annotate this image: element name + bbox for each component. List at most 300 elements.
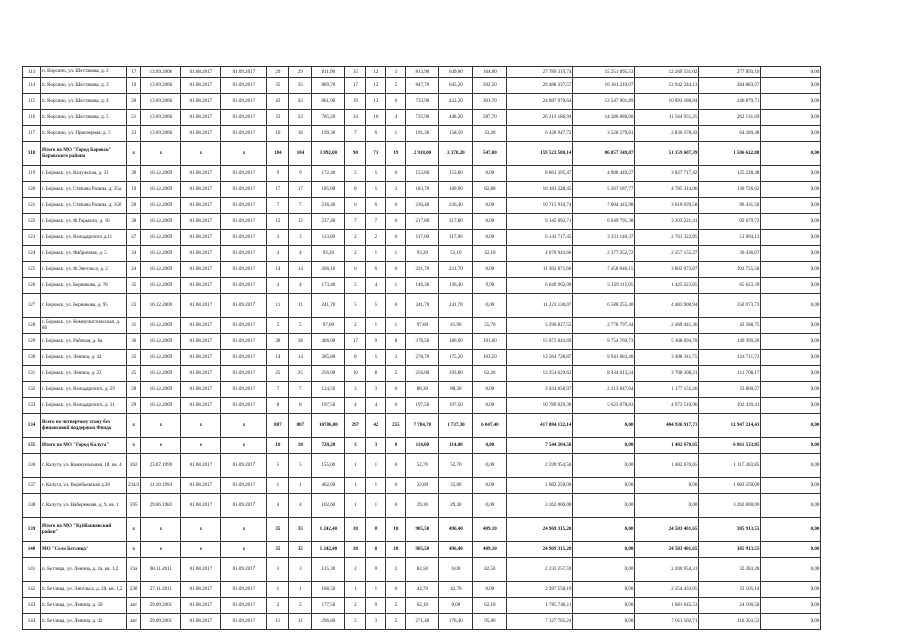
table-cell: 2 bbox=[366, 230, 386, 246]
table-cell: 217,80 bbox=[406, 214, 439, 230]
table-cell: 29.09.2001 bbox=[141, 614, 181, 630]
table-cell: 6 047,40 bbox=[473, 414, 507, 438]
table-cell: 38 bbox=[127, 214, 141, 230]
table-cell: 1 117 283,85 bbox=[699, 454, 761, 478]
table-row bbox=[23, 318, 821, 334]
table-cell: 9 bbox=[366, 334, 386, 350]
table-cell: 16 bbox=[289, 126, 312, 142]
table-cell: 0,00 bbox=[761, 126, 821, 142]
table-cell: 01.08.2017 bbox=[181, 94, 221, 110]
table-cell: 255 bbox=[386, 414, 406, 438]
table-cell: 38 bbox=[267, 334, 289, 350]
table-cell: 125 228,48 bbox=[699, 166, 761, 182]
table-cell: 0,00 bbox=[473, 582, 507, 598]
table-cell: 01.09.2017 bbox=[221, 614, 267, 630]
table-cell: 0 bbox=[386, 198, 406, 214]
table-cell: 1 737,30 bbox=[439, 414, 473, 438]
table-cell: 5 bbox=[345, 278, 366, 294]
table-cell: 13.09.2006 bbox=[141, 67, 181, 78]
table-cell: 5 623 078,83 bbox=[573, 398, 635, 414]
table-cell: 811,90 bbox=[312, 67, 345, 78]
table-cell: 26 213 186,94 bbox=[507, 110, 573, 126]
table-cell: 125,30 bbox=[312, 558, 345, 582]
table-cell: x bbox=[127, 438, 141, 454]
table-cell: 51 094,13 bbox=[699, 230, 761, 246]
table-cell: 11.10.1994 bbox=[141, 478, 181, 494]
table-cell: 01.09.2017 bbox=[221, 598, 267, 614]
table-cell: 95,00 bbox=[473, 614, 507, 630]
table-cell: 01.09.2017 bbox=[221, 318, 267, 334]
address-cell: п. Бетлица, ул. Ленина, д. 50 bbox=[41, 598, 127, 614]
table-cell: 113,00 bbox=[312, 230, 345, 246]
table-row bbox=[23, 214, 821, 230]
table-cell: 409,10 bbox=[473, 542, 507, 558]
table-cell: 01.09.2017 bbox=[221, 166, 267, 182]
table-cell: 01.08.2017 bbox=[181, 78, 221, 94]
address-cell: п. Ворсино, ул. Шестакова, д. 5 bbox=[41, 110, 127, 126]
table-cell: 42,70 bbox=[406, 582, 439, 598]
table-cell: 65 623,39 bbox=[699, 278, 761, 294]
table-cell: 1 425 223,65 bbox=[635, 278, 699, 294]
table-cell: 24 583 401,65 bbox=[635, 518, 699, 542]
table-cell: 6 428 947,72 bbox=[507, 126, 573, 142]
table-cell: 1 bbox=[289, 582, 312, 598]
table-cell: 01.09.2017 bbox=[221, 230, 267, 246]
table-cell: 6 049 791,38 bbox=[573, 214, 635, 230]
table-cell: 9 bbox=[289, 166, 312, 182]
table-cell: 13 bbox=[366, 94, 386, 110]
table-cell: 4 908 449,27 bbox=[573, 166, 635, 182]
table-cell: 4 bbox=[289, 278, 312, 294]
table-cell: 5 bbox=[267, 318, 289, 334]
table-cell: 10 183 228,45 bbox=[507, 182, 573, 198]
table-cell: 7 004 445,98 bbox=[573, 198, 635, 214]
address-cell: Итого по МО "Город Калуга" bbox=[41, 438, 127, 454]
table-cell: 9 bbox=[267, 166, 289, 182]
table-cell: 168,50 bbox=[312, 582, 345, 598]
table-cell: 0,00 bbox=[761, 110, 821, 126]
table-cell: 7 bbox=[289, 198, 312, 214]
table-cell: 2 377 352,72 bbox=[573, 246, 635, 262]
table-cell: 0,00 bbox=[473, 494, 507, 518]
table-cell: 0,00 bbox=[473, 398, 507, 414]
address-cell: Всего по четвертому этапу без финансовой поддержки Фонда bbox=[41, 414, 127, 438]
table-cell: 9 941 683,40 bbox=[573, 350, 635, 366]
address-cell: г. Боровск, ул. Фабричная, д. 5 bbox=[41, 246, 127, 262]
table-cell: 5 bbox=[366, 166, 386, 182]
table-cell: 82,50 bbox=[406, 558, 439, 582]
table-cell: 287,70 bbox=[473, 110, 507, 126]
table-cell: 0,00 bbox=[761, 230, 821, 246]
table-cell: 0,00 bbox=[761, 382, 821, 398]
table-cell: 62,10 bbox=[473, 598, 507, 614]
table-cell: 0,00 bbox=[761, 334, 821, 350]
table-cell: 29,30 bbox=[406, 494, 439, 518]
table-cell: 547,80 bbox=[473, 142, 507, 166]
table-cell: 11 bbox=[289, 614, 312, 630]
table-cell: 869,70 bbox=[312, 78, 345, 94]
table-cell: 197,50 bbox=[312, 398, 345, 414]
table-cell: x bbox=[221, 518, 267, 542]
table-cell: 0 bbox=[386, 230, 406, 246]
table-cell: 10.12.2009 bbox=[141, 198, 181, 214]
table-cell: 0,00 bbox=[761, 438, 821, 454]
table-cell: 10 bbox=[386, 542, 406, 558]
table-cell: 88,30 bbox=[439, 382, 473, 398]
table-row bbox=[23, 334, 821, 350]
table-cell: 10 789 029,30 bbox=[507, 398, 573, 414]
table-cell: 12 bbox=[366, 67, 386, 78]
table-cell: 01.09.2017 bbox=[221, 126, 267, 142]
table-cell: 10786,00 bbox=[312, 414, 345, 438]
table-cell: 01.08.2017 bbox=[181, 454, 221, 478]
table-cell: 01.08.2017 bbox=[181, 614, 221, 630]
table-cell: 236,40 bbox=[439, 198, 473, 214]
table-cell: 0,00 bbox=[761, 398, 821, 414]
table-cell: 0,00 bbox=[635, 478, 699, 494]
table-cell: 0 bbox=[386, 494, 406, 518]
table-cell: 33 860,27 bbox=[699, 382, 761, 398]
table-cell: 6 bbox=[345, 198, 366, 214]
table-cell: 13 547 901,89 bbox=[573, 94, 635, 110]
table-cell: 0,00 bbox=[761, 494, 821, 518]
table-cell: 01.09.2017 bbox=[221, 478, 267, 494]
row-number-cell: 119 bbox=[23, 166, 41, 182]
table-cell: 10 bbox=[386, 518, 406, 542]
housing-register-table bbox=[22, 66, 821, 630]
table-cell: 3 bbox=[289, 230, 312, 246]
table-row bbox=[23, 454, 821, 478]
table-cell: 404 936 917,71 bbox=[635, 414, 699, 438]
table-cell: 146,30 bbox=[406, 278, 439, 294]
table-cell: 406,00 bbox=[312, 334, 345, 350]
table-cell: 0,00 bbox=[573, 494, 635, 518]
table-row bbox=[23, 518, 821, 542]
table-cell: 38 bbox=[289, 334, 312, 350]
table-cell: 735,90 bbox=[406, 110, 439, 126]
table-cell: 6 bbox=[366, 262, 386, 278]
table-cell: 01.08.2017 bbox=[181, 582, 221, 598]
table-cell: 24 bbox=[127, 262, 141, 278]
table-cell: 0 bbox=[386, 382, 406, 398]
row-number-cell: 131 bbox=[23, 366, 41, 382]
table-cell: 01.09.2017 bbox=[221, 334, 267, 350]
table-cell: 10.12.2009 bbox=[141, 366, 181, 382]
row-number-cell: 128 bbox=[23, 318, 41, 334]
table-cell: 24 583 401,65 bbox=[635, 542, 699, 558]
table-cell: 191,30 bbox=[406, 126, 439, 142]
table-cell: 462,60 bbox=[312, 478, 345, 494]
table-cell: x bbox=[127, 142, 141, 166]
table-cell: 17 bbox=[127, 67, 141, 78]
table-cell: 2 257 155,27 bbox=[635, 246, 699, 262]
table-cell: 10.12.2009 bbox=[141, 182, 181, 198]
table-cell: 15 251 095,53 bbox=[573, 67, 635, 78]
table-cell: 5 267 187,77 bbox=[573, 182, 635, 198]
table-row bbox=[23, 414, 821, 438]
table-cell: 4 bbox=[366, 278, 386, 294]
table-cell: 3 610 039,58 bbox=[635, 198, 699, 214]
table-cell: 52,70 bbox=[439, 454, 473, 478]
table-cell: 0,00 bbox=[761, 598, 821, 614]
table-cell: 111 708,17 bbox=[699, 366, 761, 382]
table-cell: 01.08.2017 bbox=[181, 318, 221, 334]
table-cell: 5 bbox=[267, 454, 289, 478]
table-cell: 296,80 bbox=[312, 614, 345, 630]
table-cell: 0 bbox=[386, 454, 406, 478]
table-cell: 01.09.2017 bbox=[221, 398, 267, 414]
table-cell: 2 bbox=[345, 318, 366, 334]
table-cell: 5 bbox=[345, 614, 366, 630]
table-cell: 01.08.2017 bbox=[181, 398, 221, 414]
table-cell: 01.09.2017 bbox=[221, 198, 267, 214]
table-cell: 0,00 bbox=[473, 166, 507, 182]
table-cell: 1 682 250,00 bbox=[699, 478, 761, 494]
table-cell: 28 bbox=[127, 382, 141, 398]
table-cell: 01.08.2017 bbox=[181, 478, 221, 494]
table-cell: 1 482 670,65 bbox=[635, 454, 699, 478]
table-row bbox=[23, 598, 821, 614]
table-cell: 0,00 bbox=[439, 598, 473, 614]
table-cell: 266,10 bbox=[312, 262, 345, 278]
row-number-cell: 124 bbox=[23, 246, 41, 262]
table-cell: 10 bbox=[366, 110, 386, 126]
row-number-cell: 140 bbox=[23, 542, 41, 558]
table-cell: 13.09.2006 bbox=[141, 78, 181, 94]
table-cell: 8 bbox=[366, 366, 386, 382]
table-cell: 1 bbox=[345, 478, 366, 494]
table-cell: 0,00 bbox=[761, 454, 821, 478]
table-cell: 7 bbox=[345, 214, 366, 230]
table-cell: 8 bbox=[366, 542, 386, 558]
table-cell: 2 287 558,19 bbox=[507, 582, 573, 598]
table-cell: 42 bbox=[366, 414, 386, 438]
table-cell: 19 bbox=[386, 142, 406, 166]
row-number-cell: 137 bbox=[23, 478, 41, 494]
table-cell: 0,00 bbox=[761, 294, 821, 318]
table-cell: x bbox=[141, 414, 181, 438]
table-cell: 16 161 210,07 bbox=[573, 78, 635, 94]
table-cell: 4 bbox=[386, 110, 406, 126]
table-cell: 4 670 943,66 bbox=[507, 246, 573, 262]
row-number-cell: 139 bbox=[23, 518, 41, 542]
address-cell: п. Ворсино, ул. Приозерная, д. 5 bbox=[41, 126, 127, 142]
table-cell: 0,00 bbox=[761, 478, 821, 494]
table-cell: 448,20 bbox=[439, 110, 473, 126]
table-cell: 649,90 bbox=[439, 67, 473, 78]
table-cell: 31 bbox=[127, 318, 141, 334]
table-cell: 8 bbox=[345, 350, 366, 366]
table-cell: x bbox=[221, 414, 267, 438]
table-cell: 0,00 bbox=[473, 454, 507, 478]
table-cell: 23 bbox=[127, 126, 141, 142]
table-cell: x bbox=[181, 518, 221, 542]
table-cell: 19 bbox=[127, 78, 141, 94]
table-cell: 01.08.2017 bbox=[181, 230, 221, 246]
table-cell: 0,00 bbox=[473, 198, 507, 214]
table-cell: 17 bbox=[267, 182, 289, 198]
table-cell: 29.06.1983 bbox=[141, 494, 181, 518]
row-number-cell: 123 bbox=[23, 230, 41, 246]
address-cell: г. Боровск, ул. Ленина, д. 42 bbox=[41, 350, 127, 366]
table-cell: 1 506 622,88 bbox=[699, 142, 761, 166]
table-cell: 183,70 bbox=[406, 182, 439, 198]
table-cell: 71 bbox=[366, 142, 386, 166]
table-cell: 7 bbox=[345, 126, 366, 142]
table-cell: 262 131,69 bbox=[699, 110, 761, 126]
table-cell: 1 681 645,53 bbox=[635, 598, 699, 614]
table-cell: 8 bbox=[366, 518, 386, 542]
table-cell: 0,00 bbox=[761, 94, 821, 110]
table-cell: 8 861 395,47 bbox=[507, 166, 573, 182]
address-cell: г. Боровск, ул. Ленина, д. 22 bbox=[41, 366, 127, 382]
table-cell: 4 483 900,94 bbox=[635, 294, 699, 318]
row-number-cell: 118 bbox=[23, 142, 41, 166]
table-cell: 246 879,71 bbox=[699, 94, 761, 110]
table-cell: 32,00 bbox=[439, 478, 473, 494]
table-cell: 10 bbox=[345, 366, 366, 382]
table-cell: 2 bbox=[386, 614, 406, 630]
table-cell: 32 283,28 bbox=[699, 558, 761, 582]
table-cell: 177,50 bbox=[312, 598, 345, 614]
table-cell: 7 127 705,24 bbox=[507, 614, 573, 630]
table-cell: 5 bbox=[345, 166, 366, 182]
table-cell: 18 bbox=[345, 518, 366, 542]
table-cell: 3 bbox=[366, 614, 386, 630]
table-row bbox=[23, 366, 821, 382]
table-cell: 3 528 279,81 bbox=[573, 126, 635, 142]
table-cell: 277 893,19 bbox=[699, 67, 761, 78]
table-row bbox=[23, 558, 821, 582]
table-cell: 9 754 769,73 bbox=[573, 334, 635, 350]
table-cell: 496,40 bbox=[439, 542, 473, 558]
table-cell: 0,00 bbox=[761, 318, 821, 334]
table-cell: 785,20 bbox=[312, 110, 345, 126]
table-cell: 192 439,41 bbox=[699, 398, 761, 414]
table-cell: 0,00 bbox=[573, 414, 635, 438]
table-cell: 01.09.2017 bbox=[221, 214, 267, 230]
table-cell: 905,50 bbox=[406, 542, 439, 558]
table-cell: 155,00 bbox=[312, 454, 345, 478]
table-cell: 27.11.2011 bbox=[141, 582, 181, 598]
table-cell: 0,00 bbox=[573, 454, 635, 478]
table-cell: 124,50 bbox=[312, 382, 345, 398]
table-cell: 01.08.2017 bbox=[181, 350, 221, 366]
table-cell: 6 bbox=[366, 126, 386, 142]
table-cell: 297 bbox=[345, 414, 366, 438]
table-cell: 6 bbox=[345, 262, 366, 278]
table-cell: 0 bbox=[366, 558, 386, 582]
table-cell: 0,00 bbox=[761, 78, 821, 94]
table-cell: 0,00 bbox=[761, 182, 821, 198]
table-cell: 10 893 188,84 bbox=[635, 94, 699, 110]
table-cell: 3 bbox=[267, 230, 289, 246]
table-cell: 6 649 962,09 bbox=[507, 278, 573, 294]
register-sheet bbox=[22, 66, 821, 630]
table-cell: 5 bbox=[366, 350, 386, 366]
address-cell: г. Боровск, ул. Степана Разина, д. 35а bbox=[41, 182, 127, 198]
table-cell: 01.09.2017 bbox=[221, 582, 267, 598]
table-cell: 13 564 728,87 bbox=[507, 350, 573, 366]
table-cell: 32 bbox=[127, 350, 141, 366]
table-cell: 13.09.2006 bbox=[141, 94, 181, 110]
table-cell: 88,30 bbox=[406, 382, 439, 398]
table-cell: 8 bbox=[289, 398, 312, 414]
table-cell: 0 bbox=[386, 582, 406, 598]
table-cell: 12 bbox=[366, 78, 386, 94]
table-cell: 4 785 314,06 bbox=[635, 182, 699, 198]
table-cell: 10.12.2009 bbox=[141, 166, 181, 182]
table-cell: 10.12.2009 bbox=[141, 382, 181, 398]
table-cell: 1 bbox=[386, 318, 406, 334]
table-cell: 278,70 bbox=[406, 350, 439, 366]
row-number-cell: 115 bbox=[23, 94, 41, 110]
row-number-cell: 130 bbox=[23, 350, 41, 366]
table-cell: 4 bbox=[267, 278, 289, 294]
table-row bbox=[23, 294, 821, 318]
table-cell: 301,70 bbox=[473, 94, 507, 110]
table-cell: 102 755,58 bbox=[699, 262, 761, 278]
table-cell: 01.08.2017 bbox=[181, 382, 221, 398]
table-cell: 8 bbox=[267, 398, 289, 414]
address-cell: г. Калуга, ул. Воробьевская д.26 bbox=[41, 478, 127, 494]
table-cell: 86 857 349,87 bbox=[573, 142, 635, 166]
row-number-cell: 125 bbox=[23, 262, 41, 278]
row-number-cell: 113 bbox=[23, 67, 41, 78]
address-cell: МО "Село Бетлица" bbox=[41, 542, 127, 558]
table-cell: 24 100,58 bbox=[699, 598, 761, 614]
table-cell: 10.12.2009 bbox=[141, 262, 181, 278]
table-cell: 23б bbox=[127, 582, 141, 598]
table-cell: 3 802 073,87 bbox=[635, 262, 699, 278]
table-cell: 10.12.2009 bbox=[141, 246, 181, 262]
table-cell: 2 778 797,44 bbox=[573, 318, 635, 334]
table-cell: 3 262 000,00 bbox=[507, 494, 573, 518]
table-cell: 0 bbox=[386, 166, 406, 182]
row-number-cell: 141 bbox=[23, 558, 41, 582]
table-cell: 0 bbox=[386, 478, 406, 494]
table-cell: 3 498 341,75 bbox=[635, 350, 699, 366]
table-cell: 14 bbox=[267, 262, 289, 278]
table-cell: 35 bbox=[289, 518, 312, 542]
table-cell: 0 bbox=[386, 262, 406, 278]
table-cell: 12 bbox=[289, 214, 312, 230]
table-cell: 0,00 bbox=[761, 614, 821, 630]
table-cell: 10 bbox=[267, 438, 289, 454]
table-cell: 5 bbox=[289, 318, 312, 334]
table-cell: 11 362 871,60 bbox=[507, 262, 573, 278]
table-cell: 0,00 bbox=[473, 214, 507, 230]
table-cell: 130 726,62 bbox=[699, 182, 761, 198]
table-cell: 35 bbox=[267, 518, 289, 542]
table-cell: 8 bbox=[386, 334, 406, 350]
table-cell: 01.08.2017 bbox=[181, 246, 221, 262]
table-cell: 4 973 510,96 bbox=[635, 398, 699, 414]
table-cell: 36 436,07 bbox=[699, 246, 761, 262]
table-cell: 27 789 319,74 bbox=[507, 67, 573, 78]
table-cell: 4 bbox=[267, 246, 289, 262]
table-cell: 0,00 bbox=[573, 582, 635, 598]
address-cell: п. Ворсино, ул. Шестакова, д. 4 bbox=[41, 94, 127, 110]
table-cell: x bbox=[181, 542, 221, 558]
table-cell: 01.09.2017 bbox=[221, 110, 267, 126]
table-cell: 1 bbox=[345, 582, 366, 598]
table-cell: 13.09.2006 bbox=[141, 110, 181, 126]
table-cell: 8 434 613,24 bbox=[573, 366, 635, 382]
table-cell: 2 599 954,50 bbox=[507, 454, 573, 478]
table-cell: 24 969 315,20 bbox=[507, 542, 573, 558]
table-cell: 01.08.2017 bbox=[181, 334, 221, 350]
